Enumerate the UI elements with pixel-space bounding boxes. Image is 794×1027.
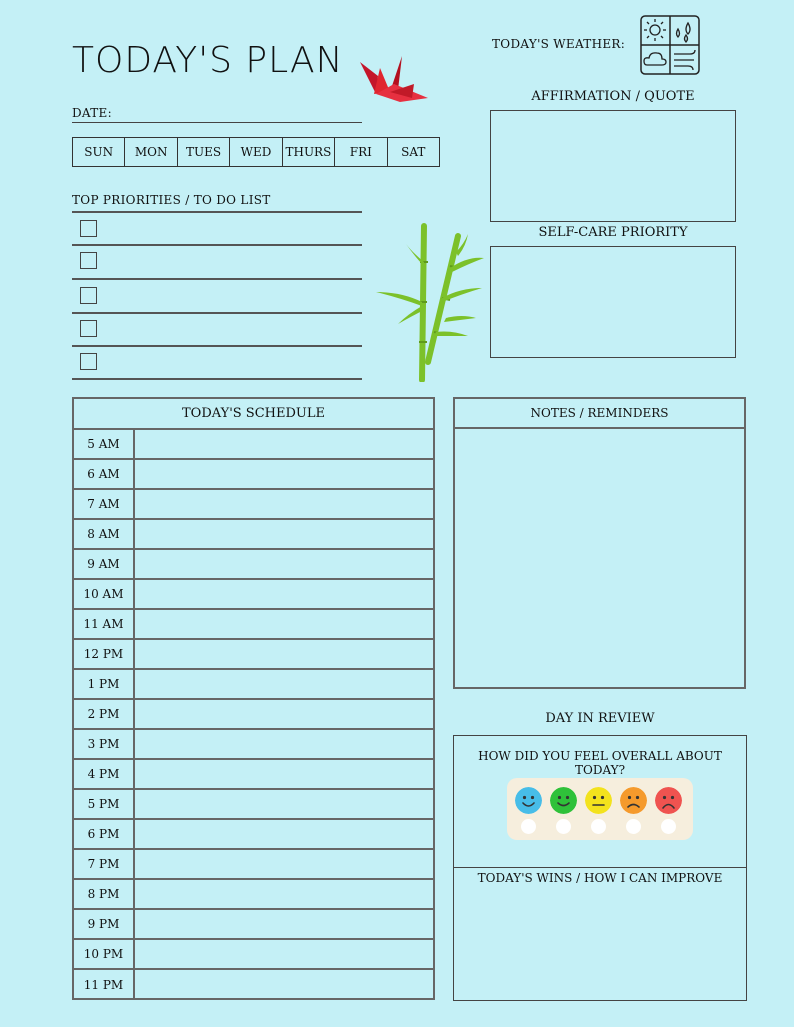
affirmation-box[interactable] [490, 110, 736, 222]
mood-question: HOW DID YOU FEEL OVERALL ABOUT TODAY? [478, 749, 722, 777]
schedule-time: 9 PM [74, 910, 135, 938]
self-care-box[interactable] [490, 246, 736, 358]
schedule-row[interactable] [74, 610, 433, 640]
schedule-slot[interactable] [135, 940, 433, 968]
schedule-slot[interactable] [135, 850, 433, 878]
date-input-line[interactable] [72, 122, 362, 123]
schedule-slot[interactable] [135, 730, 433, 758]
schedule-row[interactable] [74, 550, 433, 580]
schedule-row[interactable] [74, 430, 433, 460]
schedule-time: 10 PM [74, 940, 135, 968]
mood-radio[interactable] [626, 819, 641, 834]
day-sat[interactable]: SAT [401, 145, 426, 159]
date-label: DATE: [72, 106, 112, 120]
schedule-slot[interactable] [135, 430, 433, 458]
schedule-slot[interactable] [135, 460, 433, 488]
mood-radio[interactable] [521, 819, 536, 834]
notes-header: NOTES / REMINDERS [455, 399, 744, 429]
schedule-header: TODAY'S SCHEDULE [74, 399, 433, 430]
schedule-time: 7 PM [74, 850, 135, 878]
schedule-row[interactable] [74, 730, 433, 760]
schedule-table [72, 397, 435, 1000]
page-title: TODAY'S PLAN [72, 40, 344, 81]
schedule-time: 2 PM [74, 700, 135, 728]
review-divider [453, 867, 747, 868]
schedule-row[interactable] [74, 640, 433, 670]
schedule-time: 12 PM [74, 640, 135, 668]
day-review-label: DAY IN REVIEW [545, 711, 655, 726]
priority-checkbox[interactable] [80, 320, 97, 337]
schedule-slot[interactable] [135, 700, 433, 728]
schedule-slot[interactable] [135, 610, 433, 638]
priority-checkbox[interactable] [80, 220, 97, 237]
schedule-row[interactable] [74, 970, 433, 1000]
schedule-slot[interactable] [135, 490, 433, 518]
day-sun[interactable]: SUN [73, 138, 125, 166]
schedule-row[interactable] [74, 490, 433, 520]
schedule-time: 8 PM [74, 880, 135, 908]
weather-label: TODAY'S WEATHER: [492, 37, 626, 51]
schedule-slot[interactable] [135, 910, 433, 938]
priority-line[interactable] [72, 278, 362, 280]
wins-area[interactable] [454, 890, 746, 1000]
wins-label: TODAY'S WINS / HOW I CAN IMPROVE [477, 871, 723, 885]
schedule-time: 10 AM [74, 580, 135, 608]
day-thurs[interactable]: THURS [283, 138, 335, 166]
day-mon[interactable]: MON [125, 138, 177, 166]
schedule-slot[interactable] [135, 760, 433, 788]
schedule-time: 9 AM [74, 550, 135, 578]
priority-line[interactable] [72, 244, 362, 246]
schedule-time: 11 PM [74, 970, 135, 1000]
schedule-row[interactable] [74, 880, 433, 910]
schedule-slot[interactable] [135, 880, 433, 908]
paper-crane-icon [358, 54, 430, 106]
schedule-time: 3 PM [74, 730, 135, 758]
schedule-slot[interactable] [135, 640, 433, 668]
schedule-time: 5 AM [74, 430, 135, 458]
mood-selector [507, 778, 693, 840]
priorities-label: TOP PRIORITIES / TO DO LIST [72, 193, 271, 207]
priority-line[interactable] [72, 312, 362, 314]
mood-very-sad-icon[interactable] [655, 787, 682, 814]
schedule-row[interactable] [74, 790, 433, 820]
priorities-divider [72, 211, 362, 213]
schedule-time: 7 AM [74, 490, 135, 518]
schedule-row[interactable] [74, 460, 433, 490]
mood-neutral-icon[interactable] [585, 787, 612, 814]
schedule-row[interactable] [74, 850, 433, 880]
schedule-slot[interactable] [135, 970, 433, 1000]
day-wed[interactable]: WED [230, 138, 282, 166]
schedule-slot[interactable] [135, 670, 433, 698]
schedule-time: 6 AM [74, 460, 135, 488]
schedule-time: 11 AM [74, 610, 135, 638]
mood-sad-icon[interactable] [620, 787, 647, 814]
schedule-time: 6 PM [74, 820, 135, 848]
mood-radio[interactable] [556, 819, 571, 834]
mood-radio[interactable] [591, 819, 606, 834]
weather-grid-icon[interactable] [640, 15, 700, 75]
schedule-time: 4 PM [74, 760, 135, 788]
schedule-row[interactable] [74, 940, 433, 970]
priority-line[interactable] [72, 378, 362, 380]
mood-radio[interactable] [661, 819, 676, 834]
schedule-row[interactable] [74, 820, 433, 850]
schedule-row[interactable] [74, 910, 433, 940]
schedule-row[interactable] [74, 700, 433, 730]
weekday-selector [72, 137, 440, 167]
day-fri[interactable]: FRI [335, 138, 387, 166]
schedule-row[interactable] [74, 760, 433, 790]
schedule-slot[interactable] [135, 580, 433, 608]
mood-very-happy-icon[interactable] [515, 787, 542, 814]
priority-checkbox[interactable] [80, 353, 97, 370]
priority-checkbox[interactable] [80, 252, 97, 269]
priority-line[interactable] [72, 345, 362, 347]
schedule-time: 5 PM [74, 790, 135, 818]
schedule-slot[interactable] [135, 550, 433, 578]
schedule-time: 1 PM [74, 670, 135, 698]
day-tues[interactable]: TUES [178, 138, 230, 166]
schedule-row[interactable] [74, 520, 433, 550]
schedule-slot[interactable] [135, 820, 433, 848]
affirmation-label: AFFIRMATION / QUOTE [531, 89, 695, 104]
schedule-row[interactable] [74, 670, 433, 700]
priority-checkbox[interactable] [80, 287, 97, 304]
bamboo-icon [372, 222, 488, 382]
schedule-slot[interactable] [135, 790, 433, 818]
schedule-row[interactable] [74, 580, 433, 610]
schedule-slot[interactable] [135, 520, 433, 548]
self-care-label: SELF-CARE PRIORITY [538, 225, 688, 240]
mood-happy-icon[interactable] [550, 787, 577, 814]
schedule-time: 8 AM [74, 520, 135, 548]
notes-panel[interactable] [453, 397, 746, 689]
